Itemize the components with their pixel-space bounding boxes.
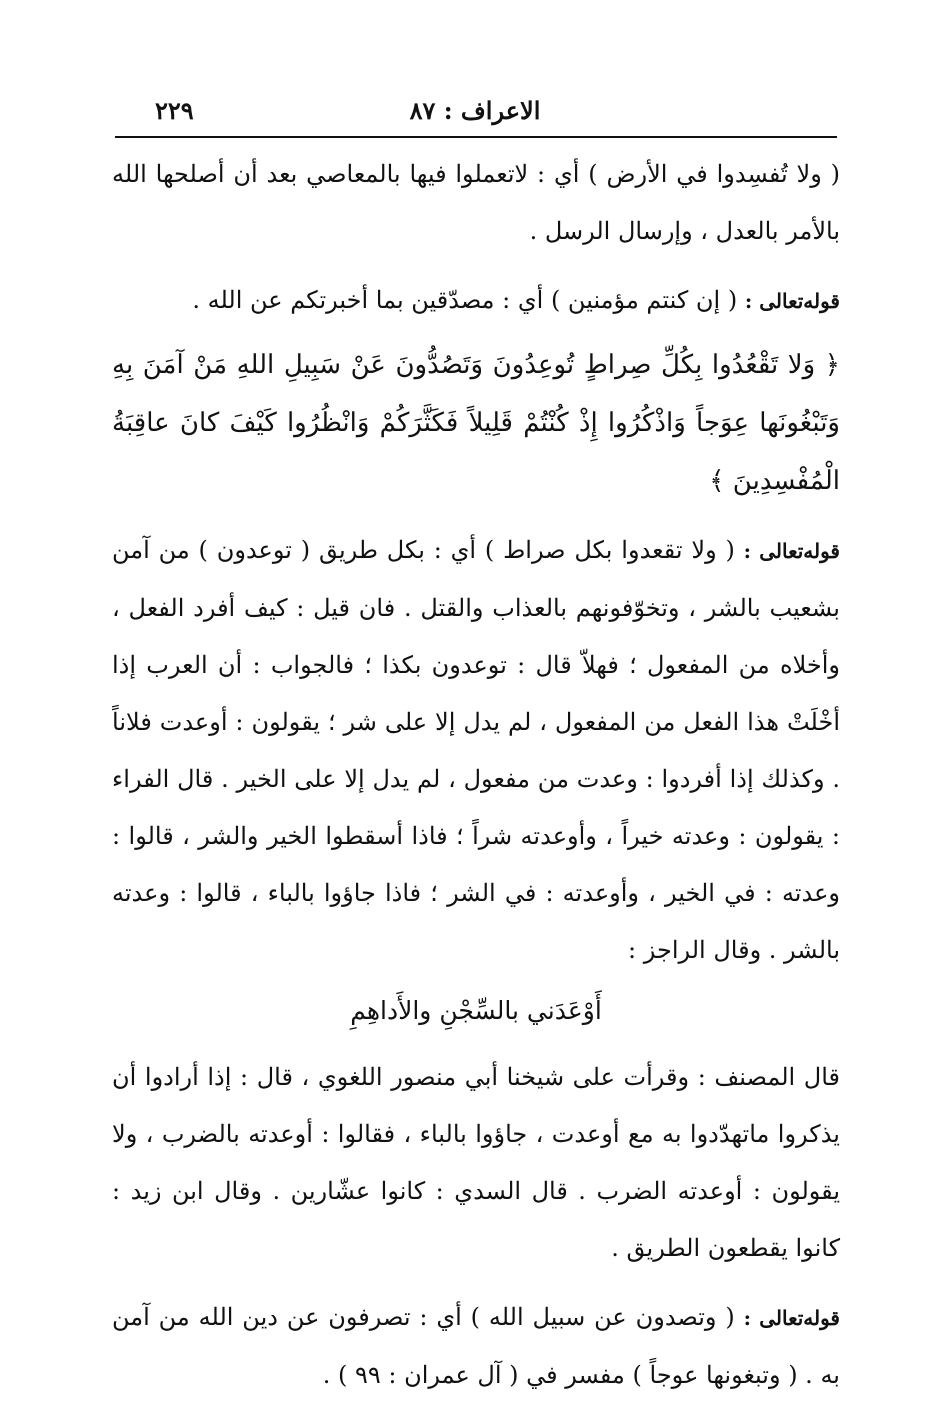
paragraph-3 <box>112 522 840 979</box>
paragraph-5 <box>112 1289 840 1404</box>
paragraph-1: ( ولا تُفسِدوا في الأرض ) أي : لاتعملوا فيها بالمعاصي بعد أن أصلحها الله بالأمر بالعدل ، وإرسال الرسل . <box>112 160 840 245</box>
paragraph-3-label: قوله‌تعالى : <box>743 539 840 563</box>
paragraph-3-text: ( ولا تقعدوا بكل صراط ) أي : بكل طريق ( توعدون ) من آمن بشعيب بالشر ، وتخوّفونهم بالعذاب والقتل . فان قيل : كيف أفرد الفعل ، وأخلاه من المفعول ؛ فهلاّ قال : توعدون بكذا ؛ فالجواب : أن العرب إذا أخْلَتْ هذا الفعل من المفعول ، لم يدل إلا على شر ؛ يقولون : أوعدت فلاناً . وكذلك إذا أفردوا : وعدت من مفعول ، لم يدل إلا على الخير . قال الفراء : يقولون : وعدته خيراً ، وأوعدته شراً ؛ فاذا أسقطوا الخير والشر ، قالوا : وعدته : في الخير ، وأوعدته : في الشر ؛ فاذا جاؤوا بالباء ، قالوا : وعدته بالشر . وقال الراجز : <box>112 536 841 964</box>
paragraph-2 <box>112 272 840 330</box>
running-title: الاعراف : ٨٧ <box>409 96 541 125</box>
poetry-verse: أَوْعَدَني بالسِّجْنِ والأَداهِمِ <box>350 996 602 1025</box>
page-body <box>112 146 840 1404</box>
paragraph-5-label: قوله‌تعالى : <box>743 1306 840 1330</box>
paragraph-5-text: ( وتصدون عن سبيل الله ) أي : تصرفون عن دين الله من آمن به . ( وتبغونها عوجاً ) مفسر في ( آل عمران : ٩٩ ) . <box>112 1303 840 1389</box>
page-header <box>115 96 835 130</box>
paragraph-2-label: قوله‌تعالى : <box>744 289 840 313</box>
header-rule <box>115 136 837 138</box>
quran-verse: ﴿ وَلا تَقْعُدُوا بِكُلِّ صِراطٍ تُوعِدُونَ وَتَصُدُّونَ عَنْ سَبِيلِ اللهِ مَنْ آمَنَ بِهِ وَتَبْغُونَها عِوَجاً وَاذْكُرُوا إِذْ كُنْتُمْ قَلِيلاً فَكَثَّرَكُمْ وَانْظُرُوا كَيْفَ كانَ عاقِبَةُ الْمُفْسِدِينَ ﴾ <box>112 350 840 496</box>
page-number: ٢٢٩ <box>155 96 194 125</box>
paragraph-2-text: ( إن كنتم مؤمنين ) أي : مصدّقين بما أخبرتكم عن الله . <box>192 286 738 314</box>
paragraph-4: قال المصنف : وقرأت على شيخنا أبي منصور اللغوي ، قال : إذا أرادوا أن يذكروا ماتهدّدوا به مع أوعدت ، جاؤوا بالباء ، فقالوا : أوعدته بالضرب ، ولا يقولون : أوعدته الضرب . قال السدي : كانوا عشّارين . وقال ابن زيد : كانوا يقطعون الطريق . <box>112 1063 840 1262</box>
